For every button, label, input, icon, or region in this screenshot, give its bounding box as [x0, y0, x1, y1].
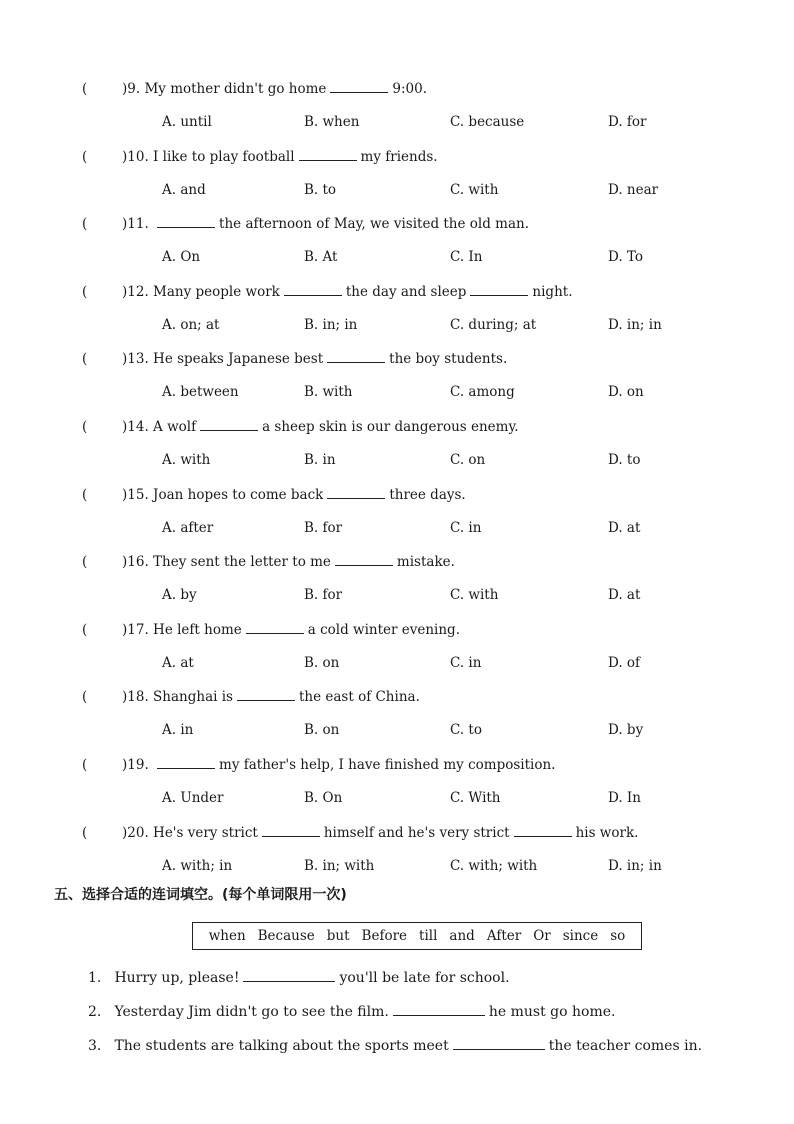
answer-blank[interactable]: [262, 822, 320, 837]
question-text: the day and sleep: [345, 284, 467, 300]
question-text: Joan hopes to come back: [153, 487, 324, 503]
answer-paren[interactable]: (: [82, 825, 88, 841]
question-line: [82, 146, 438, 168]
question-number: )15.: [122, 487, 149, 503]
question-line: [82, 348, 507, 370]
option-d[interactable]: D. by: [608, 722, 644, 738]
answer-blank[interactable]: [200, 416, 258, 431]
answer-blank[interactable]: [237, 686, 295, 701]
question-line: [82, 754, 555, 776]
option-b[interactable]: B. for: [304, 520, 343, 536]
option-a[interactable]: A. in: [162, 722, 194, 738]
option-c[interactable]: C. on: [450, 452, 486, 468]
question-text: my friends.: [360, 149, 438, 165]
option-a[interactable]: A. On: [162, 249, 201, 265]
question-number: )17.: [122, 622, 149, 638]
answer-blank[interactable]: [246, 619, 304, 634]
answer-blank[interactable]: [393, 1001, 485, 1016]
answer-blank[interactable]: [299, 146, 357, 161]
fill-text: you'll be late for school.: [339, 970, 510, 986]
question-text: night.: [532, 284, 573, 300]
question-text: the boy students.: [389, 351, 508, 367]
question-line: [82, 686, 420, 708]
question-number: )16.: [122, 554, 149, 570]
answer-blank[interactable]: [453, 1035, 545, 1050]
option-c[interactable]: C. in: [450, 655, 482, 671]
option-d[interactable]: D. To: [608, 249, 644, 265]
question-text: I like to play football: [153, 149, 295, 165]
option-c[interactable]: C. during; at: [450, 317, 537, 333]
fill-number: 3.: [88, 1038, 102, 1054]
answer-blank[interactable]: [335, 551, 393, 566]
fill-text: Hurry up, please!: [114, 970, 240, 986]
option-d[interactable]: D. of: [608, 655, 641, 671]
word-bank-item: and: [449, 928, 475, 944]
fill-text: Yesterday Jim didn't go to see the film.: [114, 1004, 389, 1020]
answer-paren[interactable]: (: [82, 757, 88, 773]
question-line: [82, 619, 460, 641]
answer-blank[interactable]: [157, 754, 215, 769]
question-text: He left home: [153, 622, 242, 638]
question-number: )13.: [122, 351, 149, 367]
question-line: [82, 416, 519, 438]
option-a[interactable]: A. on; at: [162, 317, 220, 333]
question-text: They sent the letter to me: [153, 554, 331, 570]
option-b[interactable]: B. when: [304, 114, 360, 130]
option-a[interactable]: A. until: [162, 114, 212, 130]
fill-text: The students are talking about the sports meet: [114, 1038, 449, 1054]
fill-line: [88, 1001, 615, 1023]
option-b[interactable]: B. At: [304, 249, 338, 265]
question-number: )14.: [122, 419, 149, 435]
answer-paren[interactable]: (: [82, 284, 88, 300]
question-number: )9.: [122, 81, 141, 97]
answer-paren[interactable]: (: [82, 351, 88, 367]
option-c[interactable]: C. to: [450, 722, 482, 738]
answer-paren[interactable]: (: [82, 622, 88, 638]
word-bank-item: After: [486, 928, 522, 944]
option-b[interactable]: B. in; with: [304, 858, 375, 874]
question-text: My mother didn't go home: [144, 81, 327, 97]
word-bank-item: when: [208, 928, 246, 944]
fill-line: [88, 967, 510, 989]
option-c[interactable]: C. with: [450, 587, 499, 603]
question-number: )11.: [122, 216, 149, 232]
question-line: [82, 484, 466, 506]
option-b[interactable]: B. on: [304, 655, 340, 671]
question-text: himself and he's very strict: [323, 825, 510, 841]
answer-paren[interactable]: (: [82, 149, 88, 165]
option-b[interactable]: B. on: [304, 722, 340, 738]
question-text: the afternoon of May, we visited the old man.: [219, 216, 529, 232]
option-a[interactable]: A. and: [162, 182, 206, 198]
option-b[interactable]: B. with: [304, 384, 353, 400]
option-a[interactable]: A. between: [162, 384, 239, 400]
question-text: mistake.: [396, 554, 455, 570]
question-text: Shanghai is: [153, 689, 233, 705]
answer-blank[interactable]: [284, 281, 342, 296]
question-line: [82, 822, 638, 844]
option-c[interactable]: C. because: [450, 114, 525, 130]
question-text: He speaks Japanese best: [153, 351, 324, 367]
option-a[interactable]: A. with; in: [162, 858, 233, 874]
question-text: A wolf: [153, 419, 197, 435]
question-line: [82, 551, 455, 573]
option-d[interactable]: D. at: [608, 520, 641, 536]
answer-blank[interactable]: [330, 78, 388, 93]
option-d[interactable]: D. in; in: [608, 858, 662, 874]
option-d[interactable]: D. at: [608, 587, 641, 603]
answer-paren[interactable]: (: [82, 689, 88, 705]
question-line: [82, 281, 573, 303]
fill-number: 2.: [88, 1004, 102, 1020]
option-b[interactable]: B. in; in: [304, 317, 358, 333]
question-text: He's very strict: [153, 825, 258, 841]
question-number: )20.: [122, 825, 149, 841]
option-d[interactable]: D. to: [608, 452, 641, 468]
question-text: my father's help, I have finished my composition.: [219, 757, 556, 773]
option-c[interactable]: C. In: [450, 249, 483, 265]
question-line: [82, 213, 529, 235]
answer-paren[interactable]: (: [82, 554, 88, 570]
option-c[interactable]: C. with; with: [450, 858, 538, 874]
answer-paren[interactable]: (: [82, 216, 88, 232]
option-d[interactable]: D. In: [608, 790, 641, 806]
word-bank-item: Or: [533, 928, 551, 944]
question-number: )12.: [122, 284, 149, 300]
question-text: a cold winter evening.: [307, 622, 460, 638]
question-text: a sheep skin is our dangerous enemy.: [262, 419, 519, 435]
fill-line: [88, 1035, 702, 1057]
answer-blank[interactable]: [157, 213, 215, 228]
option-b[interactable]: B. in: [304, 452, 336, 468]
option-a[interactable]: A. after: [162, 520, 214, 536]
option-d[interactable]: D. in; in: [608, 317, 662, 333]
option-c[interactable]: C. With: [450, 790, 501, 806]
answer-paren[interactable]: (: [82, 419, 88, 435]
word-bank-item: so: [610, 928, 626, 944]
option-c[interactable]: C. with: [450, 182, 499, 198]
option-c[interactable]: C. among: [450, 384, 515, 400]
answer-paren[interactable]: (: [82, 81, 88, 97]
answer-blank[interactable]: [327, 484, 385, 499]
question-text: his work.: [575, 825, 639, 841]
question-number: )18.: [122, 689, 149, 705]
word-bank: [192, 922, 642, 950]
option-b[interactable]: B. for: [304, 587, 343, 603]
question-number: )10.: [122, 149, 149, 165]
fill-text: he must go home.: [488, 1004, 616, 1020]
option-a[interactable]: A. Under: [162, 790, 224, 806]
option-d[interactable]: D. for: [608, 114, 647, 130]
option-a[interactable]: A. by: [162, 587, 197, 603]
question-text: 9:00.: [392, 81, 427, 97]
fill-text: the teacher comes in.: [548, 1038, 703, 1054]
section-title: 五、选择合适的连词填空。(每个单词限用一次): [54, 887, 347, 903]
option-b[interactable]: B. to: [304, 182, 337, 198]
fill-number: 1.: [88, 970, 102, 986]
question-text: the east of China.: [298, 689, 420, 705]
option-a[interactable]: A. with: [162, 452, 211, 468]
word-bank-item: Because: [257, 928, 315, 944]
question-text: three days.: [389, 487, 466, 503]
question-line: [82, 78, 427, 100]
answer-blank[interactable]: [470, 281, 528, 296]
answer-blank[interactable]: [327, 348, 385, 363]
answer-paren[interactable]: (: [82, 487, 88, 503]
answer-blank[interactable]: [243, 967, 335, 982]
question-number: )19.: [122, 757, 149, 773]
word-bank-item: till: [419, 928, 438, 944]
word-bank-item: since: [562, 928, 599, 944]
word-bank-item: but: [326, 928, 350, 944]
option-d[interactable]: D. on: [608, 384, 644, 400]
option-d[interactable]: D. near: [608, 182, 659, 198]
option-a[interactable]: A. at: [162, 655, 194, 671]
question-text: Many people work: [153, 284, 280, 300]
word-bank-item: Before: [361, 928, 408, 944]
answer-blank[interactable]: [514, 822, 572, 837]
option-b[interactable]: B. On: [304, 790, 343, 806]
option-c[interactable]: C. in: [450, 520, 482, 536]
